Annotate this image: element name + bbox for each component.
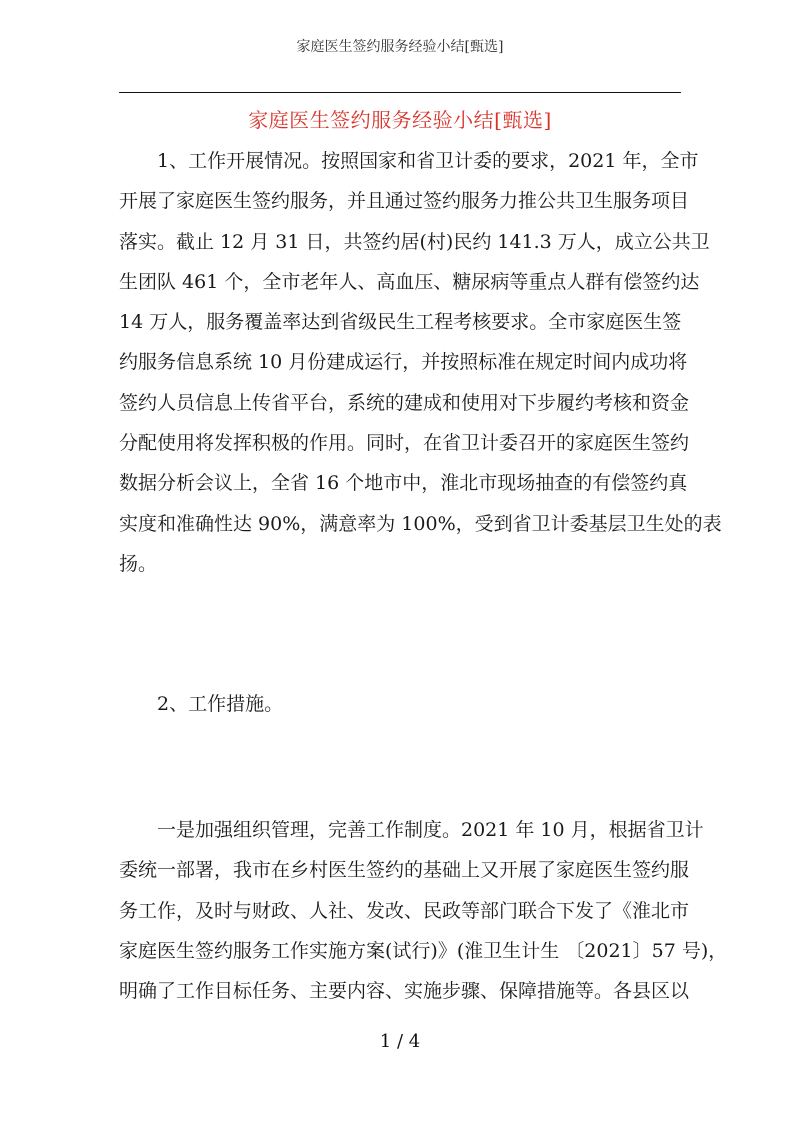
- text-line: 务工作，及时与财政、人社、发改、民政等部门联合下发了《淮北市: [119, 899, 690, 922]
- text-line: 开展了家庭医生签约服务，并且通过签约服务力推公共卫生服务项目: [119, 190, 690, 213]
- paragraph-work-status: [119, 141, 722, 584]
- text-line: 落实。截止 12 月 31 日，共签约居(村)民约 141.3 万人，成立公共卫: [119, 230, 710, 253]
- text-line: 委统一部署，我市在乡村医生签约的基础上又开展了家庭医生签约服: [119, 859, 690, 882]
- paragraph-organization-management: [119, 810, 728, 1011]
- text-line: 14 万人，服务覆盖率达到省级民生工程考核要求。全市家庭医生签: [119, 311, 682, 334]
- text-line: 数据分析会议上，全省 16 个地市中，淮北市现场抽查的有偿签约真: [119, 472, 688, 495]
- text-line: 签约人员信息上传省平台，系统的建成和使用对下步履约考核和资金: [119, 391, 690, 414]
- text-line: 实度和准确性达 90%，满意率为 100%，受到省卫计委基层卫生处的表: [119, 512, 722, 535]
- header-divider: [119, 92, 681, 93]
- text-line: 分配使用将发挥积极的作用。同时，在省卫计委召开的家庭医生签约: [119, 432, 690, 455]
- page-number: 1 / 4: [379, 1031, 421, 1052]
- text-line: 扬。: [119, 552, 158, 575]
- text-line: 明确了工作目标任务、主要内容、实施步骤、保障措施等。各县区以: [119, 980, 690, 1003]
- document-title: 家庭医生签约服务经验小结[甄选]: [248, 108, 552, 132]
- text-line: 约服务信息系统 10 月份建成运行，并按照标准在规定时间内成功将: [119, 351, 688, 374]
- running-header: 家庭医生签约服务经验小结[甄选]: [296, 39, 504, 55]
- text-line: 1、工作开展情况。按照国家和省卫计委的要求，2021 年，全市: [119, 150, 699, 172]
- text-line: 家庭医生签约服务工作实施方案(试行)》(淮卫生计生 〔2021〕57 号)，: [119, 939, 728, 962]
- text-line: 一是加强组织管理，完善工作制度。2021 年 10 月，根据省卫计: [119, 819, 704, 841]
- text-line: 2、工作措施。: [119, 693, 284, 715]
- text-line: 生团队 461 个，全市老年人、高血压、糖尿病等重点人群有偿签约达: [119, 270, 700, 293]
- paragraph-work-measures-heading: [119, 684, 684, 724]
